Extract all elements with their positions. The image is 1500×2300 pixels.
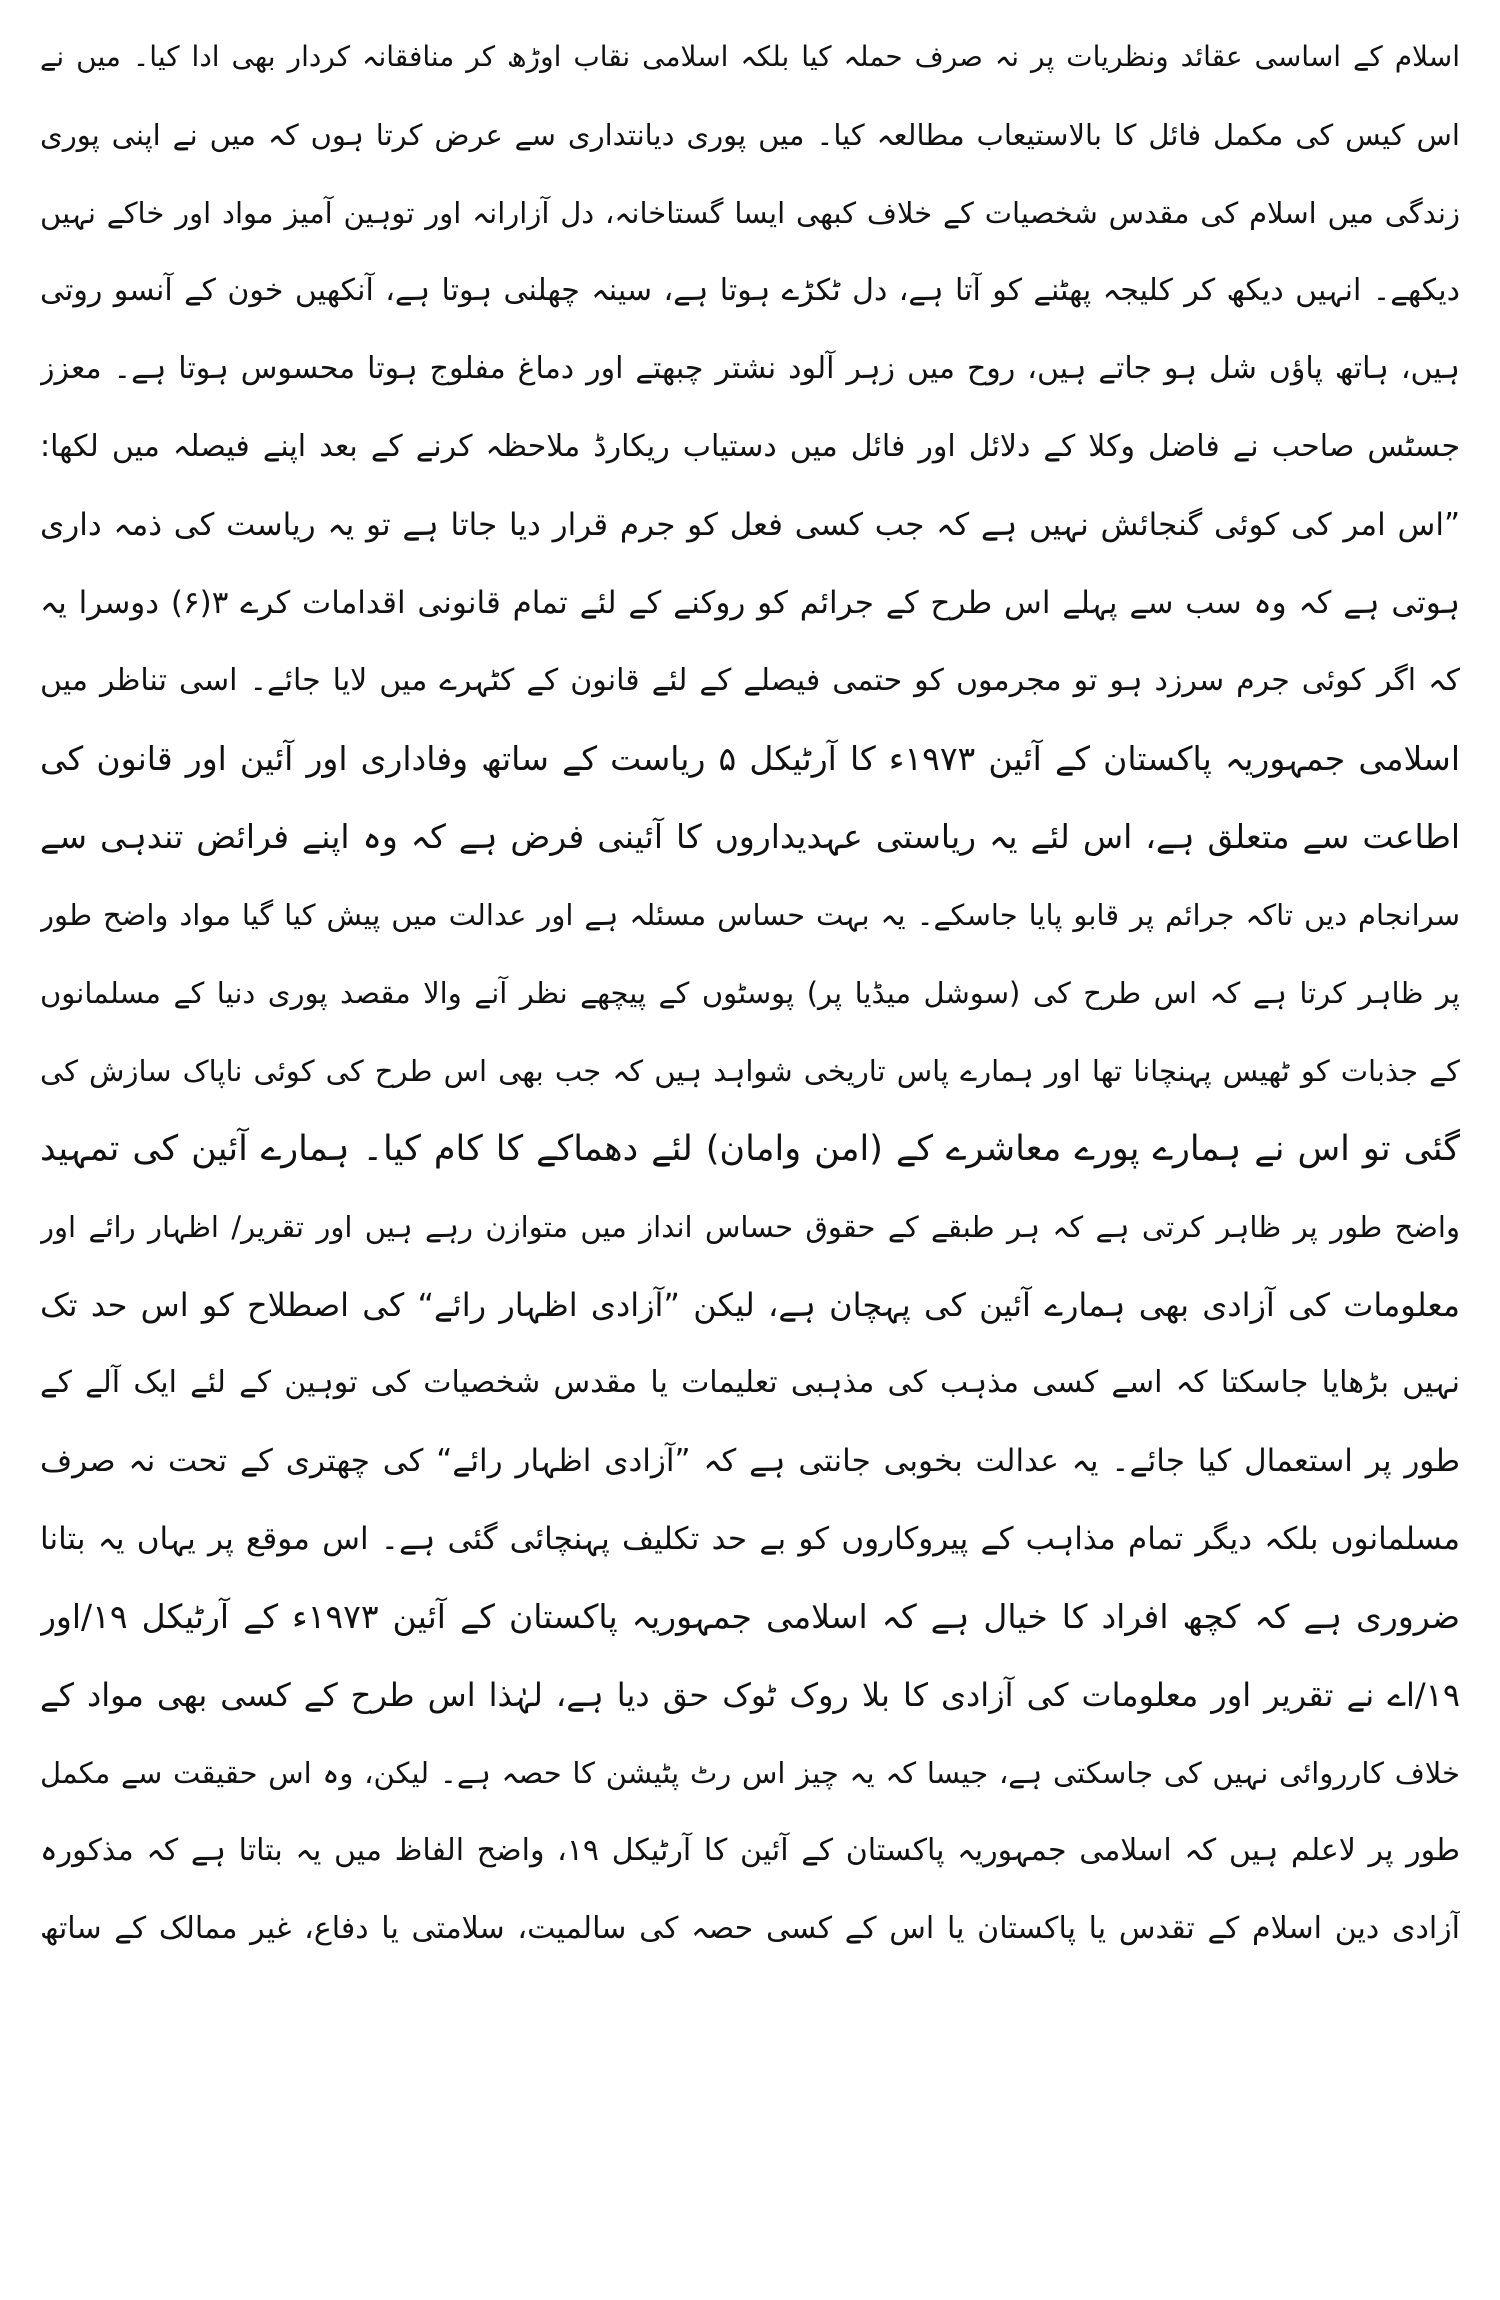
text-line: ہیں، ہاتھ پاؤں شل ہو جاتے ہیں، روح میں زہر آلود نشتر چبھتے اور دماغ مفلوج ہوتا محسوس ہوتا ہے۔ معزز [40, 351, 1460, 386]
quote-line: معلومات کی آزادی بھی ہمارے آئین کی پہچان ہے، لیکن ”آزادی اظہار رائے“ کی اصطلاح کو اس حد تک [40, 1286, 1460, 1324]
text-line: اس کیس کی مکمل فائل کا بالاستیعاب مطالعہ کیا۔ میں پوری دیانتداری سے عرض کرتا ہوں کہ میں نے اپنی پوری [40, 118, 1460, 152]
text-line: اسلام کے اساسی عقائد ونظریات پر نہ صرف حملہ کیا بلکہ اسلامی نقاب اوڑھ کر منافقانہ کردار بھی ادا کیا۔ میں نے [40, 40, 1460, 73]
text-line: زندگی میں اسلام کی مقدس شخصیات کے خلاف کبھی ایسا گستاخانہ، دل آزارانہ اور توہین آمیز مواد اور خاکے نہیں [40, 196, 1460, 230]
quote-line: طور پر استعمال کیا جائے۔ یہ عدالت بخوبی جانتی ہے کہ ”آزادی اظہار رائے“ کی چھتری کے تحت نہ صرف [40, 1443, 1460, 1479]
quote-line: سرانجام دیں تاکہ جرائم پر قابو پایا جاسکے۔ یہ بہت حساس مسئلہ ہے اور عدالت میں پیش کیا گیا مواد واضح طور [40, 898, 1460, 932]
quote-line: ”اس امر کی کوئی گنجائش نہیں ہے کہ جب کسی فعل کو جرم قرار دیا جاتا ہے تو یہ ریاست کی ذمہ داری [40, 507, 1460, 543]
quote-line: نہیں بڑھایا جاسکتا کہ اسے کسی مذہب کی مذہبی تعلیمات یا مقدس شخصیات کی توہین کے لئے ایک آلے کے [40, 1365, 1460, 1400]
quote-line: واضح طور پر ظاہر کرتی ہے کہ ہر طبقے کے حقوق حساس انداز میں متوازن رہے ہیں اور تقریر/ اظہار رائے اور [40, 1210, 1460, 1244]
quote-line: خلاف کارروائی نہیں کی جاسکتی ہے، جیسا کہ یہ چیز اس رٹ پٹیشن کا حصہ ہے۔ لیکن، وہ اس حقیقت سے مکمل [40, 1756, 1460, 1790]
quote-line: کے جذبات کو ٹھیس پہنچانا تھا اور ہمارے پاس تاریخی شواہد ہیں کہ جب بھی اس طرح کی کوئی ناپاک سازش کی [40, 1054, 1460, 1088]
text-line: جسٹس صاحب نے فاضل وکلا کے دلائل اور فائل میں دستیاب ریکارڈ ملاحظہ کرنے کے بعد اپنے فیصلہ میں لکھا: [40, 429, 1460, 464]
text-line: دیکھے۔ انہیں دیکھ کر کلیجہ پھٹنے کو آتا ہے، دل ٹکڑے ہوتا ہے، سینہ چھلنی ہوتا ہے، آنکھیں خون کے آنسو روتی [40, 273, 1460, 308]
quote-line: مسلمانوں بلکہ دیگر تمام مذاہب کے پیروکاروں کو بے حد تکلیف پہنچائی گئی ہے۔ اس موقع پر یہاں یہ بتانا [40, 1521, 1460, 1557]
urdu-text-block [40, 18, 1460, 1968]
quote-line: آزادی دین اسلام کے تقدس یا پاکستان یا اس کے کسی حصہ کی سالمیت، سلامتی یا دفاع، غیر ممالک کے ساتھ [40, 1911, 1460, 1946]
quote-line: ضروری ہے کہ کچھ افراد کا خیال ہے کہ اسلامی جمہوریہ پاکستان کے آئین ۱۹۷۳ء کے آرٹیکل ۱۹/اور [40, 1597, 1460, 1636]
quote-line: طور پر لاعلم ہیں کہ اسلامی جمہوریہ پاکستان کے آئین کا آرٹیکل ۱۹، واضح الفاظ میں یہ بتاتا ہے کہ مذکورہ [40, 1833, 1460, 1868]
quote-line: اطاعت سے متعلق ہے، اس لئے یہ ریاستی عہدیداروں کا آئینی فرض ہے کہ وہ اپنے فرائض تندہی سے [40, 817, 1460, 856]
quote-line: گئی تو اس نے ہمارے پورے معاشرے کے (امن وامان) لئے دھماکے کا کام کیا۔ ہمارے آئین کی تمہید [40, 1129, 1460, 1169]
quote-line: اسلامی جمہوریہ پاکستان کے آئین ۱۹۷۳ء کا آرٹیکل ۵ ریاست کے ساتھ وفاداری اور آئین اور قانون کی [40, 739, 1460, 778]
quote-line: پر ظاہر کرتا ہے کہ اس طرح کی (سوشل میڈیا پر) پوسٹوں کے پیچھے نظر آنے والا مقصد پوری دنیا کے مسلمانوں [40, 976, 1460, 1010]
quote-line: کہ اگر کوئی جرم سرزد ہو تو مجرموں کو حتمی فیصلے کے لئے قانون کے کٹہرے میں لایا جائے۔ اسی تناظر میں [40, 663, 1460, 698]
quote-line: ۱۹/اے نے تقریر اور معلومات کی آزادی کا بلا روک ٹوک حق دیا ہے، لہٰذا اس طرح کے کسی بھی مواد کے [40, 1676, 1460, 1714]
quote-line: ہوتی ہے کہ وہ سب سے پہلے اس طرح کے جرائم کو روکنے کے لئے تمام قانونی اقدامات کرے ۳(۶) دوسرا یہ [40, 585, 1460, 621]
